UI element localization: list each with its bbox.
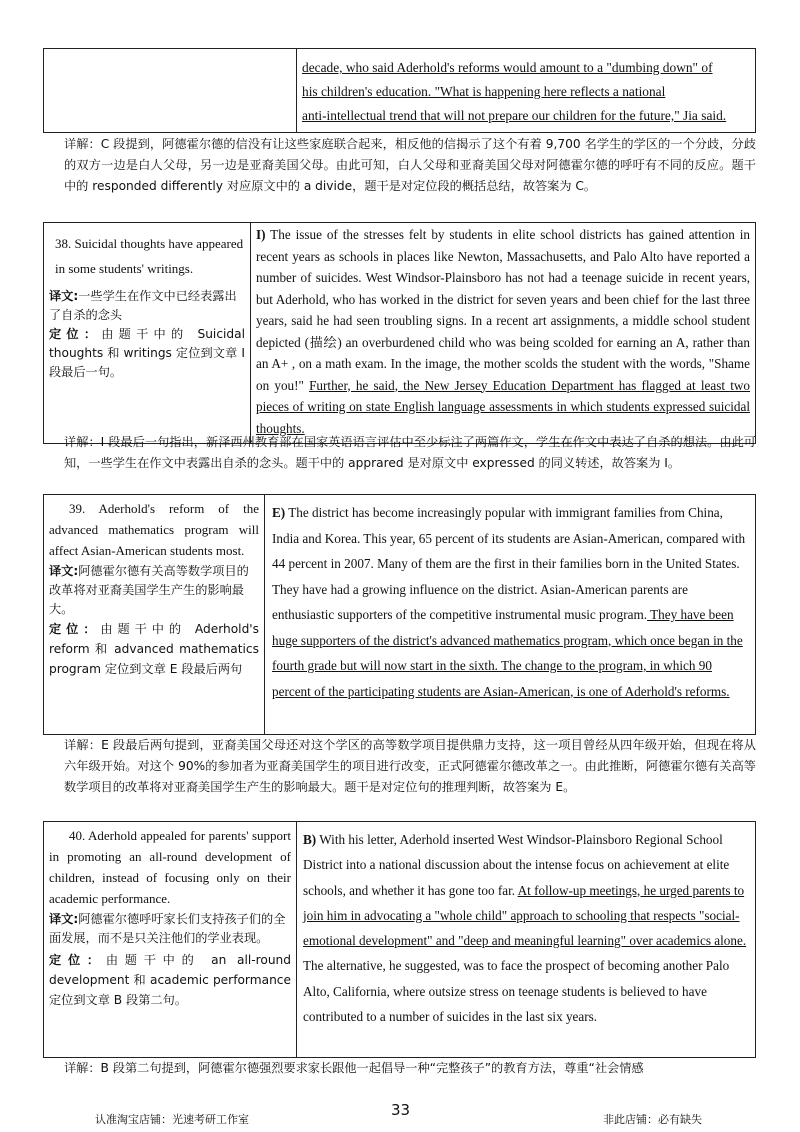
passage-underlined: Further, he said, the New Jersey Education Department has flagged at least two pieces of writing on state English language assessments in which students expressed suicidal thoughts. — [256, 377, 750, 436]
locate-text: 由题干中的 an all-round development 和 academic performance 定位到文章 B 段第二句。 — [49, 953, 292, 1007]
locate-text: 由题干中的 Aderhold's reform 和 advanced mathematics program 定位到文章 E 段最后两句 — [49, 622, 260, 676]
passage-cell — [297, 49, 756, 133]
passage-underlined: At follow-up meetings, he urged parents to join him in advocating a "whole child" approach to schooling that respects "social-emotional development" and "deep and meaningful learning" over academics alone. — [303, 882, 747, 949]
translation-text: 阿德霍尔德呼吁家长们支持孩子们的全面发展，而不是只关注他们的学业表现。 — [49, 912, 286, 945]
translation-text: 阿德霍尔德有关高等数学项目的改革将对亚裔美国学生产生的影响最大。 — [49, 564, 249, 616]
question-text: 39. Aderhold's reform of the advanced mathematics program will affect Asian-American students most. — [49, 501, 259, 558]
explanation-text: 详解：I 段最后一句指出，新泽西州教育部在国家英语语言评估中至少标注了两篇作文，学生在作文中表达了自杀的想法。由此可知，一些学生在作文中表露出自杀的念头。题干中的 apprared 是对原文中 expressed 的同义转述，故答案为 I。 — [64, 435, 756, 470]
translation — [49, 910, 291, 948]
footer-warning: 非此店铺：必有缺失 — [603, 1113, 702, 1126]
page-number: 33 — [391, 1101, 411, 1119]
explanation-i — [46, 432, 756, 474]
question-text: 40. Aderhold appealed for parents' support in promoting an all-round development of children, instead of focusing only on their academic performance. — [49, 828, 291, 906]
locate-label: 定位： — [49, 327, 102, 341]
translation — [49, 287, 245, 325]
explanation-b — [46, 1058, 756, 1079]
question-table-39 — [43, 494, 756, 735]
locate — [49, 619, 259, 679]
locate — [49, 325, 245, 382]
passage-text: The issue of the stresses felt by students in elite school districts has gained attention in recent years as schools in places like Newton, Massachusetts, and Palo Alto have reported a number of suicides. West Windsor-Plainsboro has not had a teenage suicide in recent years, but Aderhold, who has worked in the district for seven years and been chief for the last three years, said he had seen troubling signs. In a recent art assignments, a middle school student depicted (描绘) an overburdened child who was being scolded for earning an A, rather than an A+ , on a math exam. In the image, the mother scolds the student with the words, "Shame on you!" — [256, 227, 750, 393]
passage-line: decade, who said Aderhold's reforms would amount to a "dumbing down" of — [302, 60, 713, 75]
translation-label: 译文: — [49, 564, 79, 578]
question-cell — [44, 495, 265, 735]
passage-text: The district has become increasingly popular with immigrant families from China, India and Korea. This year, 65 percent of its students are Asian-American, compared with 44 percent in 2007. Many of them are the first in their families born in the United States. They have had a growing influence on the district. Asian-American parents are enthusiastic supporters of the competitive instrumental music program. — [272, 505, 746, 622]
paragraph-label: I) — [256, 227, 266, 242]
continuation-table — [43, 48, 756, 133]
passage-cell — [251, 223, 756, 444]
translation — [49, 562, 259, 619]
translation-label: 译文: — [49, 912, 79, 926]
passage-text-after: The alternative, he suggested, was to face the prospect of becoming another Palo Alto, California, where outsize stress on teenage students is believed to have contributed to a number of suicides in the last six years. — [303, 958, 730, 1025]
locate-label: 定位： — [49, 622, 101, 636]
question-table-40 — [43, 821, 756, 1058]
question-cell — [44, 822, 297, 1058]
passage-text: With his letter, Aderhold inserted West Windsor-Plainsboro Regional School District into a national discussion about the intense focus on achievement at elite schools, and whether it has gone too far. — [303, 832, 730, 898]
locate-label: 定位： — [49, 953, 106, 967]
explanation-text: 详解：B 段第二句提到，阿德霍尔德强烈要求家长跟他一起倡导一种“完整孩子”的教育方法，尊重“社会情感 — [64, 1061, 644, 1075]
explanation-text: 详解：E 段最后两句提到，亚裔美国父母还对这个学区的高等数学项目提供鼎力支持，这一项目曾经从四年级开始，但现在将从六年级开始。对这个 90%的参加者为亚裔美国学生的项目进行改变，正式阿德霍尔德改革之一。由此推断，阿德霍尔德有关高等数学项目的改革将对亚裔美国学生产生的影响最大。题干是对定位句的推理判断，故答案为 E。 — [64, 738, 756, 794]
paragraph-label: B) — [303, 832, 317, 847]
question-table-38 — [43, 222, 756, 444]
explanation-text: 详解：C 段提到，阿德霍尔德的信没有让这些家庭联合起来，相反他的信揭示了这个有着 9,700 名学生的学区的一个分歧，分歧的双方一边是白人父母，另一边是亚裔美国父母。由此可知，白人父母和亚裔美国父母对阿德霍尔德的呼吁有不同的反应。题干中的 responded differently 对应原文中的 a divide，题干是对定位段的概括总结，故答案为 C。 — [64, 137, 756, 193]
paragraph-label: E) — [272, 505, 286, 520]
passage-cell — [265, 495, 756, 735]
explanation-c — [46, 134, 756, 197]
locate — [49, 950, 291, 1010]
footer-shop-note: 认准淘宝店铺：光速考研工作室 — [95, 1113, 249, 1126]
passage-cell — [297, 822, 756, 1058]
question-text: 38. Suicidal thoughts have appeared in some students' writings. — [55, 236, 244, 276]
explanation-e — [46, 735, 756, 798]
passage-line: anti-intellectual trend that will not prepare our children for the future," Jia said. — [302, 108, 727, 123]
passage-underlined: They have been huge supporters of the district's advanced mathematics program, which once began in the fourth grade but will now start in the sixth. The change to the program, in which 90 percent of the participating students are Asian-American, is one of Aderhold's reforms. — [272, 607, 743, 699]
locate-text: 由题干中的 Suicidal thoughts 和 writings 定位到文章 I 段最后一句。 — [49, 327, 245, 379]
question-cell — [44, 223, 251, 444]
empty-question-cell — [44, 49, 297, 133]
translation-label: 译文: — [49, 289, 79, 303]
translation-text: 一些学生在作文中已经表露出了自杀的念头 — [49, 289, 237, 322]
passage-line: his children's education. "What is happening here reflects a national — [302, 84, 666, 99]
